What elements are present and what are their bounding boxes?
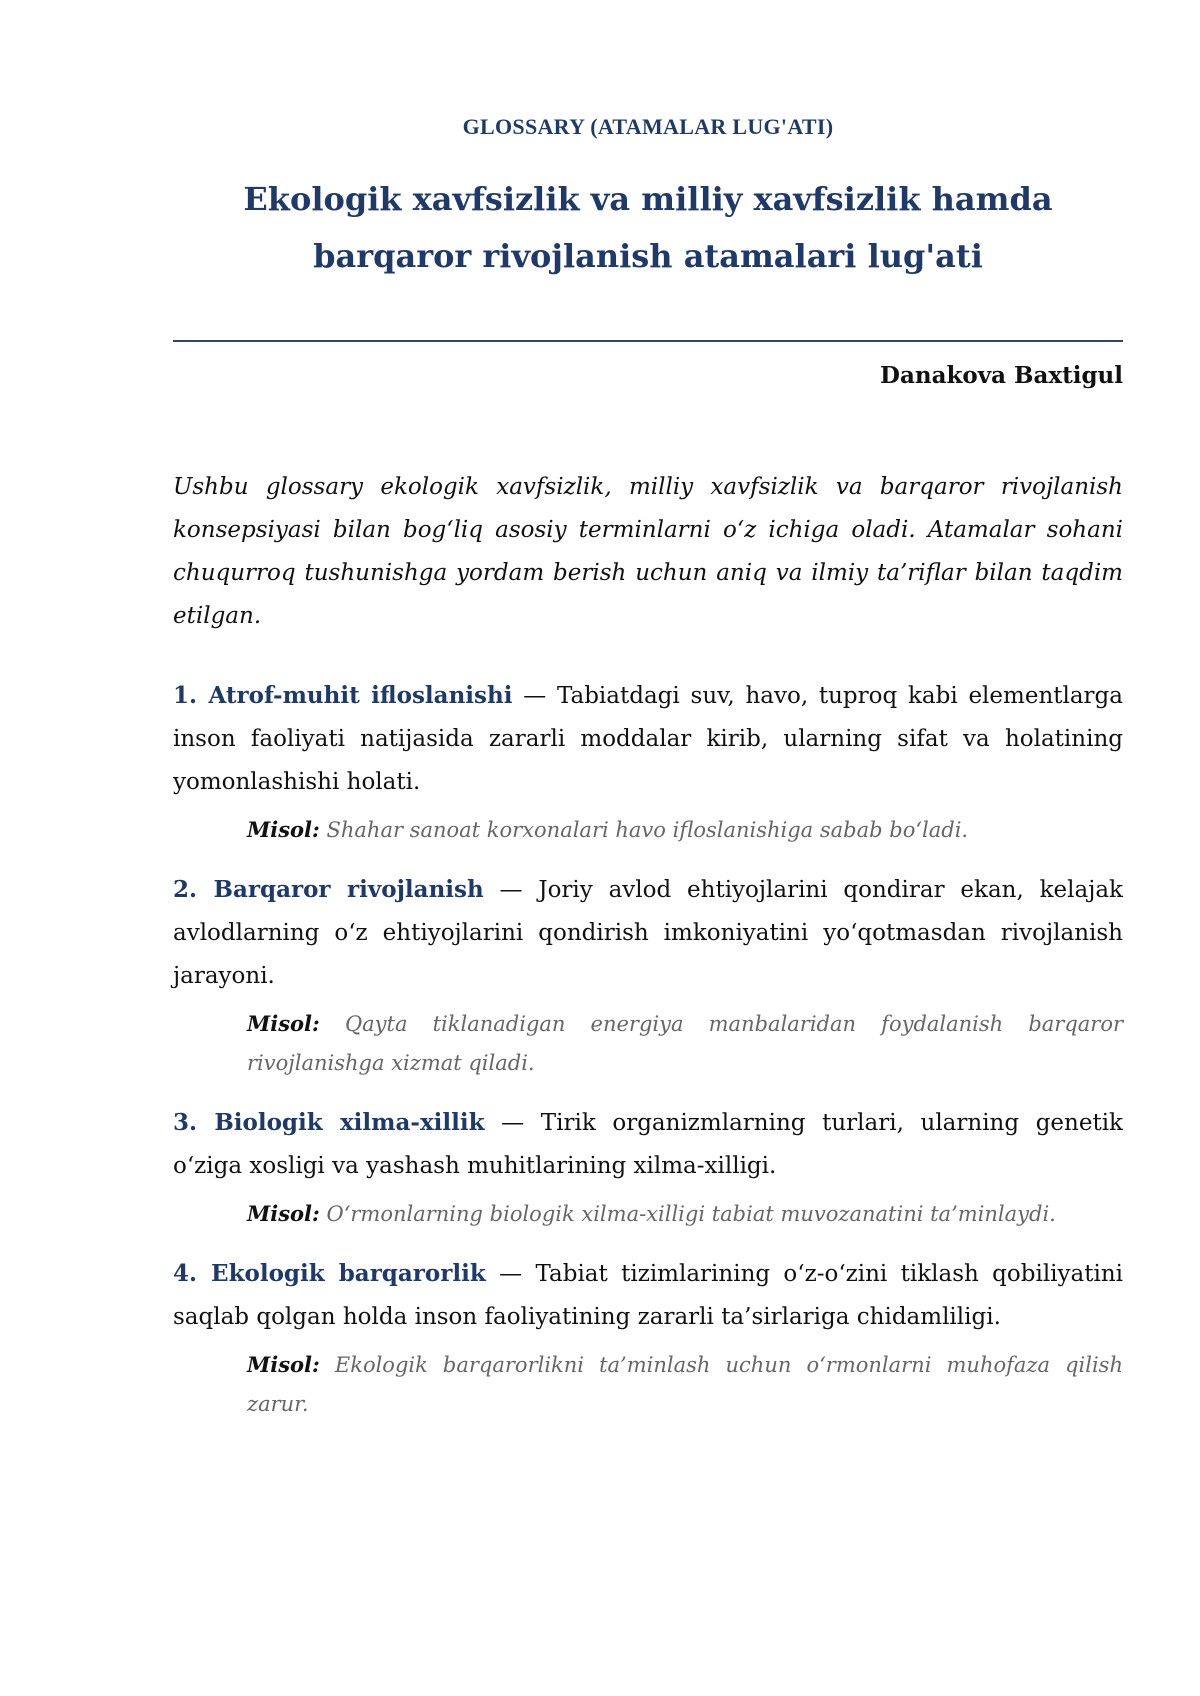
entry-definition-text: — Tirik organizmlarning turlari, ularning genetik o‘ziga xosligi va yashash muhitlarining xilma-xilligi. bbox=[173, 1110, 1123, 1179]
entry-definition bbox=[173, 674, 1123, 804]
glossary-entry bbox=[173, 1101, 1123, 1234]
example-text: O‘rmonlarning biologik xilma-xilligi tabiat muvozanatini ta’minlaydi. bbox=[326, 1202, 1056, 1226]
example-label: Misol: bbox=[247, 1011, 320, 1036]
entry-term: 4. Ekologik barqarorlik bbox=[173, 1260, 486, 1287]
entry-example bbox=[247, 810, 1123, 850]
title-line-2: barqaror rivojlanish atamalari lug'ati bbox=[313, 237, 983, 275]
entry-example bbox=[247, 1345, 1123, 1424]
example-label: Misol: bbox=[247, 817, 320, 842]
glossary-entry bbox=[173, 674, 1123, 850]
glossary-entry bbox=[173, 868, 1123, 1083]
entry-definition bbox=[173, 1252, 1123, 1339]
example-text: Shahar sanoat korxonalari havo ifloslanishiga sabab bo‘ladi. bbox=[326, 818, 969, 842]
example-text: Ekologik barqarorlikni ta’minlash uchun o‘rmonlarni muhofaza qilish zarur. bbox=[247, 1353, 1123, 1416]
entry-example bbox=[247, 1194, 1123, 1234]
intro-paragraph: Ushbu glossary ekologik xavfsizlik, milliy xavfsizlik va barqaror rivojlanish konsepsiyasi bilan bog‘liq asosiy terminlarni o‘z ichiga oladi. Atamalar sohani chuqurroq tushunishga yordam berish uchun aniq va ilmiy ta’riflar bilan taqdim etilgan. bbox=[173, 474, 1123, 629]
example-text: Qayta tiklanadigan energiya manbalaridan foydalanish barqaror rivojlanishga xizmat qiladi. bbox=[247, 1012, 1124, 1075]
entry-definition-text: — Tabiat tizimlarining o‘z-o‘zini tiklash qobiliyatini saqlab qolgan holda inson faoliyatining zararli ta’sirlariga chidamliligi. bbox=[173, 1261, 1124, 1330]
author-name: Danakova Baxtigul bbox=[880, 362, 1123, 389]
title-line-1: Ekologik xavfsizlik va milliy xavfsizlik hamda bbox=[243, 180, 1053, 218]
glossary-kicker: GLOSSARY (ATAMALAR LUG'ATI) bbox=[462, 114, 834, 139]
title-divider bbox=[173, 340, 1123, 342]
entry-definition-text: — Tabiatdagi suv, havo, tuproq kabi elementlarga inson faoliyati natijasida zararli moddalar kirib, ularning sifat va holatining yomonlashishi holati. bbox=[173, 683, 1123, 795]
example-label: Misol: bbox=[247, 1201, 320, 1226]
document-title bbox=[173, 171, 1123, 285]
entry-term: 1. Atrof-muhit ifloslanishi bbox=[173, 682, 513, 709]
entry-example bbox=[247, 1004, 1123, 1083]
glossary-entries bbox=[173, 674, 1123, 1442]
entry-definition bbox=[173, 1101, 1123, 1188]
entry-definition bbox=[173, 868, 1123, 998]
entry-term: 2. Barqaror rivojlanish bbox=[173, 876, 484, 903]
example-label: Misol: bbox=[247, 1352, 320, 1377]
entry-term: 3. Biologik xilma-xillik bbox=[173, 1109, 485, 1136]
glossary-entry bbox=[173, 1252, 1123, 1424]
entry-definition-text: — Joriy avlod ehtiyojlarini qondirar ekan, kelajak avlodlarning o‘z ehtiyojlarini qondirish imkoniyatini yo‘qotmasdan rivojlanish jarayoni. bbox=[173, 877, 1123, 989]
